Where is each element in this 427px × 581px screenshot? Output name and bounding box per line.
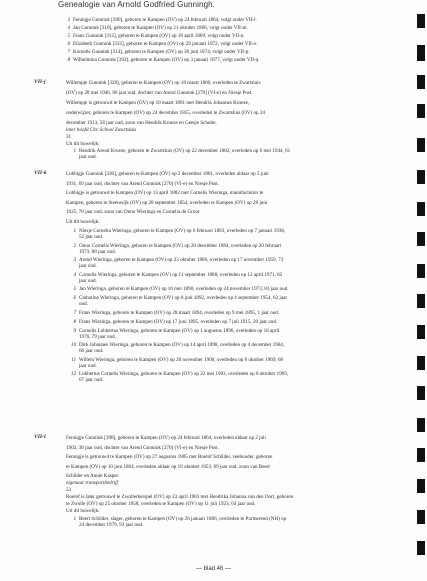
child-entry <box>66 148 290 154</box>
entry-line: Uit dit huwelijk: <box>66 141 100 147</box>
scan-mark <box>417 202 425 216</box>
child-continuation: 24 december 1979, 93 jaar oud. <box>79 522 144 528</box>
child-number: 1 <box>73 148 76 154</box>
entry-line: Willempje is getrouwd te Kampen (OV) op 10 maart 1881 met Hendrik Johannes Kroeze, <box>66 100 250 106</box>
child-entry <box>66 357 283 363</box>
child-number: 8 <box>73 318 76 325</box>
child-continuation: 1976, 79 jaar oud. <box>79 333 116 340</box>
entry-line: 1931, 69 jaar oud, dochter van Arend Gunnink [270] (VI-e) en Niesje Post. <box>66 180 219 187</box>
child-text: Catharina Wieringa, geboren te Kampen (OV) op 8 juni 1892, overleden op 4 september 1954, 62 jaar <box>79 295 288 301</box>
entry-line: te Kampen (OV) op 10 juni 1864, overleden aldaar op 19 oktober 1953, 89 jaar oud, zoon van Beert <box>66 463 270 470</box>
generation-label: VII-k <box>34 170 47 176</box>
child-entry <box>60 17 257 23</box>
scan-mark <box>417 170 425 184</box>
entry-line: Lubbigje Gunnink [330], geboren te Kampen (OV) op 2 december 1861, overleden aldaar op 5 juni <box>66 171 269 177</box>
child-text: Hendrik Arend Kroeze, geboren te Zwartsluis (OV) op 22 december 1882, overleden op 6 mei 1944, 61 <box>79 148 291 154</box>
child-text: Niesje Cornelia Wieringa, geboren te Kampen (OV) op 6 februari 1883, overleden op 7 januari 1936, <box>79 228 286 234</box>
child-entry <box>66 310 279 316</box>
child-number: 11 <box>71 356 76 363</box>
scan-mark <box>417 294 425 308</box>
entry-line: 1925, 70 jaar oud, zoon van Onno Wieringa en Cornelia de Groot. <box>66 209 201 215</box>
entry-line: te Zwolle (OV) op 25 oktober 1858, overleden te Kampen (OV) op 11 juli 1923, 64 jaar oud. <box>66 501 256 507</box>
entry-line: Uit dit huwelijk: <box>66 218 100 225</box>
scan-mark <box>417 479 425 493</box>
child-entry <box>60 49 249 55</box>
scan-mark <box>417 356 425 370</box>
child-text: Willem Wieringa, geboren te Kampen (OV) op 20 november 1900, overleden op 8 oktober 1969, 68 <box>79 356 284 363</box>
child-number: 7 <box>67 49 70 55</box>
child-number: 3 <box>67 17 70 23</box>
scan-mark <box>417 448 425 462</box>
generation-label: VII-l <box>34 434 46 440</box>
generation-label: VII-j <box>34 79 46 85</box>
child-text: Dirk Johannes Wieringa, geboren te Kampen (OV) op 14 april 1898, overleden op 4 december 1964, <box>79 342 285 348</box>
entry-line: december 1913, 58 jaar oud, zoon van Hendrik Kroeze en Geesje Schulte. <box>66 120 217 126</box>
entry-line: Fennigje is getrouwd te Kampen (OV) op 27 augustus 1885 met Roelof Schilder, veehouder, geboren <box>66 454 273 460</box>
scan-mark <box>417 541 425 555</box>
child-text: Beert Schilder, slager, geboren te Kampen (OV) op 26 januari 1886, overleden te Purmerend (NH) op <box>79 516 287 522</box>
child-number: 2 <box>73 242 76 249</box>
child-number: 6 <box>73 295 76 301</box>
child-entry <box>60 57 259 63</box>
child-number: 7 <box>73 309 76 316</box>
scan-mark <box>417 232 425 246</box>
child-entry <box>66 257 283 263</box>
scan-mark <box>417 14 425 28</box>
entry-line: onderwijzer, geboren te Kampen (OV) op 24 december 1855, overleden te Zwartsluis (OV) op 24 <box>66 110 265 116</box>
scan-mark <box>417 138 425 152</box>
child-text: Arend Wieringa, geboren te Kampen (OV) op 23 oktober 1886, overleden op 17 november 1959, 73 <box>79 257 284 263</box>
child-continuation: 52 jaar oud. <box>79 234 104 240</box>
page-footer: — blad 46 — <box>195 566 232 572</box>
child-number: 4 <box>67 25 70 31</box>
entry-line: eigenaar transportbedrijf <box>66 480 118 486</box>
scan-mark <box>417 264 425 278</box>
child-number: 12 <box>70 371 76 377</box>
child-number: 9 <box>73 327 76 334</box>
child-number: 3 <box>73 257 76 263</box>
child-continuation: oud. <box>79 301 88 307</box>
child-continuation: 67 jaar oud. <box>79 377 104 383</box>
child-text: Cornelia Wieringa, geboren te Kampen (OV) op 11 september 1888, overleden op 12 april 1971, 82 <box>79 271 283 278</box>
entry-line: Fennigje Gunnink [390], geboren te Kampen (OV) op 24 februari 1864, overleden aldaar op 2 juli <box>66 435 266 441</box>
child-entry <box>66 286 288 292</box>
scan-mark <box>417 45 425 61</box>
entry-line: Willempje Gunnink [328], geboren te Kampen (OV) op 18 maart 1860, overleden te Zwartsluis <box>66 80 261 86</box>
child-text: Jan Wieringa, geboren te Kampen (OV) op 10 mei 1890, overleden op 24 november 1973, 83 jaar oud. <box>79 286 289 292</box>
child-text: Kornelis Gunnink [314], geboren te Kampen (OV) op 30 juni 1874, volgt onder VII-p. <box>73 49 250 55</box>
child-number: 1 <box>73 516 76 522</box>
child-number: 5 <box>73 286 76 292</box>
child-text: Frans Gunnink [312], geboren te Kampen (OV) op 18 april 1869, volgt onder VII-n. <box>73 33 245 39</box>
entry-line: 23 <box>66 487 72 493</box>
child-entry <box>66 295 287 301</box>
child-entry <box>60 25 248 31</box>
child-number: 8 <box>67 57 70 63</box>
entry-line: Schilder en Annie Kasper. <box>66 473 120 479</box>
scan-mark <box>417 104 425 118</box>
scan-mark <box>417 75 425 89</box>
child-text: Lubbertus Cornelis Wieringa, geboren te Kampen (OV) op 22 mei 1902, overleden op 8 oktober 1969, <box>79 371 289 377</box>
entry-line: Lubbigje is getrouwd te Kampen (OV) op 13 april 1882 met Cornelis Wieringa, manufacturier te <box>66 190 264 196</box>
child-entry <box>60 33 245 39</box>
child-continuation: jaar oud. <box>79 263 97 269</box>
child-continuation: jaar oud. <box>79 277 97 284</box>
entry-line: Uit dit huwelijk: <box>66 508 100 514</box>
child-continuation: jaar oud. <box>79 362 97 369</box>
child-text: Frans Wieringa, geboren te Kampen (OV) op 28 maart 1894, overleden op 9 mei 1895, 1 jaar oud. <box>79 309 280 316</box>
child-text: Jan Gunnink [310], geboren te Kampen (OV) op 21 oktober 1866, volgt onder VII-m. <box>73 25 248 31</box>
scan-edge-marks <box>417 0 427 581</box>
entry-line: (OV) op 28 mei 1946, 86 jaar oud, dochter van Arend Gunnink [270] (VI-e) en Niesje Post. <box>66 90 253 96</box>
child-continuation: 1973, 88 jaar oud. <box>79 248 116 255</box>
entry-line: 31 <box>66 134 72 140</box>
entry-line: later hoofd Chr. School Zwartsluis <box>66 127 137 133</box>
child-text: Elizabeth Gunnink [332], geboren te Kampen (OV) op 29 januari 1872, volgt onder VII-o. <box>73 41 258 47</box>
scan-mark <box>417 386 425 400</box>
child-text: Wilhelmina Gunnink [392], geboren te Kampen (OV) op 3 januari 1877, volgt onder VII-q. <box>73 57 260 63</box>
child-number: 6 <box>67 41 70 47</box>
child-entry <box>60 41 257 47</box>
scan-mark <box>417 510 425 524</box>
entry-line: 1902, 38 jaar oud, dochter van Arend Gunnink [270] (VI-e) en Niesje Post. <box>66 444 219 451</box>
entry-line: Roelof is later getrouwd te Zwollerkerspel (OV) op 23 april 1903 met Hendrika Johanna van den Oort, geboren <box>66 494 294 500</box>
child-number: 5 <box>67 33 70 39</box>
child-continuation: jaar oud. <box>79 154 97 160</box>
scan-mark <box>417 325 425 339</box>
child-text: Fennigje Gunnink [390], geboren te Kampen (OV) op 24 februari 1864, volgt onder VII-l. <box>73 17 257 23</box>
child-continuation: 66 jaar oud. <box>79 348 104 354</box>
entry-line: Kampen, geboren te Steenwijk (OV) op 28 september 1854, overleden te Kampen (OV) op 28 juni <box>66 199 268 206</box>
child-entry <box>66 319 277 325</box>
child-text: Frans Wieringa, geboren te Kampen (OV) op 17 juni 1895, overleden op 7 juli 1915, 20 jaar oud. <box>79 318 278 325</box>
child-entry <box>66 272 282 278</box>
child-number: 10 <box>70 342 76 348</box>
page-header: Genealogie van Arnold Godfried Gunningh. <box>58 0 215 9</box>
child-number: 4 <box>73 271 76 278</box>
child-text: Onno Cornelis Wieringa, geboren te Kampen (OV) op 20 december 1884, overleden op 20 februari <box>79 242 282 249</box>
child-text: Cornelis Lubbertus Wieringa, geboren te Kampen (OV) op 1 augustus 1896, overleden op 18 april <box>79 327 280 334</box>
child-number: 1 <box>73 228 76 234</box>
scan-mark <box>417 418 425 432</box>
